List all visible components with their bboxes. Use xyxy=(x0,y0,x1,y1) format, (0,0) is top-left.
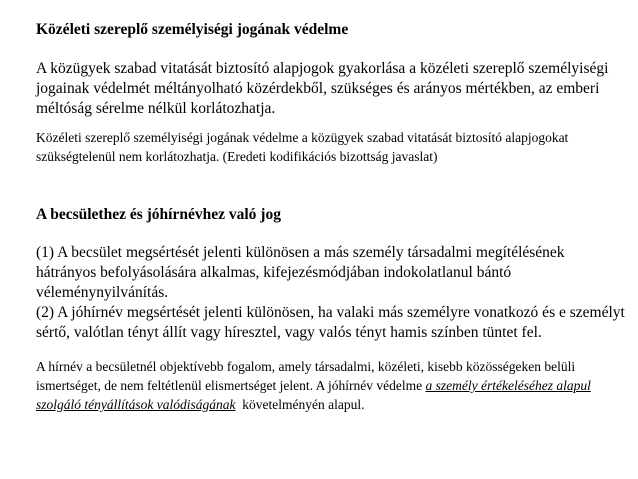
note-emphasis: a személy értékeléséhez alapul szolgáló tényállítások valódiságának xyxy=(36,378,591,412)
note-text: A hírnév a becsületnél objektívebb fogalom, amely társadalmi, közéleti, kisebb közösségeken belüli ismertséget, de nem feltétlenül elismertséget jelent. A jóhírnév védelme xyxy=(36,359,576,393)
section-paragraph: A közügyek szabad vitatását biztosító alapjogok gyakorlása a közéleti szereplő személyiségi jogainak védelmét méltányolható közérdekből, szükséges és arányos mértékben, az emberi méltóság sérelme nélkül korlátozhatja. xyxy=(36,60,609,117)
note-text-end: követelményén alapul. xyxy=(235,397,365,412)
numbered-point-1: (1) A becsület megsértését jelenti különösen a más személy társadalmi megítélésének hátrányos befolyásolására alkalmas, kifejezésmódjában indokolatlanul bántó véleménynyilvánítás. xyxy=(36,244,565,301)
numbered-point-2: (2) A jóhírnév megsértését jelenti különösen, ha valaki más személyre vonatkozó és e személyt sértő, valótlan tényt állít vagy híresztel, vagy valós tényt hamis színben tüntet fel. xyxy=(36,304,625,341)
section-heading: Közéleti szereplő személyiségi jogának védelme xyxy=(36,21,349,38)
section-note xyxy=(36,357,626,414)
document-page xyxy=(36,20,626,414)
section-note: Közéleti szereplő személyiségi jogának védelme a közügyek szabad vitatását biztosító alapjogokat szükségtelenül nem korlátozhatja. (Eredeti kodifikációs bizottság javaslat) xyxy=(36,130,569,164)
section-heading: A becsülethez és jóhírnévhez való jog xyxy=(36,206,281,223)
